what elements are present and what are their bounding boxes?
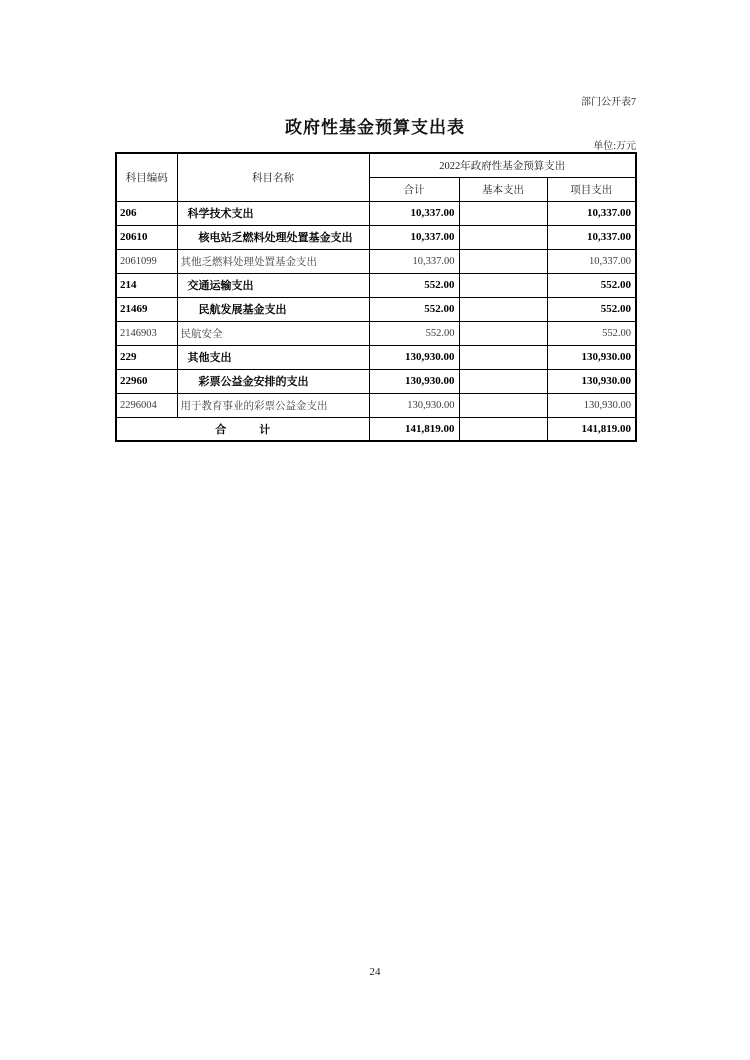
total-cell: 130,930.00 — [369, 393, 459, 417]
subject-code-cell: 2296004 — [116, 393, 177, 417]
page-title: 政府性基金预算支出表 — [285, 118, 465, 137]
table-total-row — [116, 417, 636, 441]
project-cell: 552.00 — [547, 273, 636, 297]
col-header-project: 项目支出 — [547, 177, 636, 201]
total-cell: 141,819.00 — [369, 417, 459, 441]
col-header-subject-code: 科目编码 — [116, 153, 177, 201]
col-header-subject-name: 科目名称 — [177, 153, 369, 201]
subject-code-cell: 20610 — [116, 225, 177, 249]
budget-table — [115, 152, 637, 442]
subject-name-cell: 其他乏燃料处理处置基金支出 — [177, 249, 369, 273]
basic-cell — [459, 345, 547, 369]
doc-label: 部门公开表7 — [581, 97, 636, 108]
subject-name-cell: 交通运输支出 — [177, 273, 369, 297]
basic-cell — [459, 225, 547, 249]
basic-cell — [459, 417, 547, 441]
basic-cell — [459, 297, 547, 321]
table-row — [116, 297, 636, 321]
project-cell: 10,337.00 — [547, 225, 636, 249]
table-row — [116, 201, 636, 225]
basic-cell — [459, 393, 547, 417]
table-row — [116, 321, 636, 345]
basic-cell — [459, 201, 547, 225]
col-header-total: 合计 — [369, 177, 459, 201]
subject-code-cell: 21469 — [116, 297, 177, 321]
subject-name-cell: 核电站乏燃料处理处置基金支出 — [177, 225, 369, 249]
table-row — [116, 345, 636, 369]
subject-code-cell: 2146903 — [116, 321, 177, 345]
subject-name-cell: 用于教育事业的彩票公益金支出 — [177, 393, 369, 417]
total-cell: 10,337.00 — [369, 225, 459, 249]
table-row — [116, 249, 636, 273]
project-cell: 130,930.00 — [547, 369, 636, 393]
subject-code-cell: 2061099 — [116, 249, 177, 273]
basic-cell — [459, 369, 547, 393]
col-header-group: 2022年政府性基金预算支出 — [369, 153, 636, 177]
subject-code-cell: 206 — [116, 201, 177, 225]
table-row — [116, 369, 636, 393]
total-cell: 130,930.00 — [369, 345, 459, 369]
total-cell: 10,337.00 — [369, 249, 459, 273]
total-label-cell: 合 计 — [116, 417, 369, 441]
project-cell: 141,819.00 — [547, 417, 636, 441]
page-number: 24 — [369, 966, 381, 978]
table-row — [116, 273, 636, 297]
basic-cell — [459, 321, 547, 345]
project-cell: 552.00 — [547, 297, 636, 321]
project-cell: 130,930.00 — [547, 393, 636, 417]
subject-name-cell: 民航安全 — [177, 321, 369, 345]
table-header-row-1 — [116, 153, 636, 177]
subject-name-cell: 彩票公益金安排的支出 — [177, 369, 369, 393]
project-cell: 10,337.00 — [547, 249, 636, 273]
total-cell: 552.00 — [369, 297, 459, 321]
total-cell: 10,337.00 — [369, 201, 459, 225]
basic-cell — [459, 273, 547, 297]
subject-name-cell: 民航发展基金支出 — [177, 297, 369, 321]
subject-name-cell: 科学技术支出 — [177, 201, 369, 225]
subject-name-cell: 其他支出 — [177, 345, 369, 369]
subject-code-cell: 22960 — [116, 369, 177, 393]
total-cell: 552.00 — [369, 321, 459, 345]
project-cell: 552.00 — [547, 321, 636, 345]
table-row — [116, 393, 636, 417]
subject-code-cell: 229 — [116, 345, 177, 369]
total-cell: 130,930.00 — [369, 369, 459, 393]
basic-cell — [459, 249, 547, 273]
subject-code-cell: 214 — [116, 273, 177, 297]
total-cell: 552.00 — [369, 273, 459, 297]
project-cell: 10,337.00 — [547, 201, 636, 225]
col-header-basic: 基本支出 — [459, 177, 547, 201]
table-row — [116, 225, 636, 249]
project-cell: 130,930.00 — [547, 345, 636, 369]
unit-label: 单位:万元 — [593, 141, 636, 152]
